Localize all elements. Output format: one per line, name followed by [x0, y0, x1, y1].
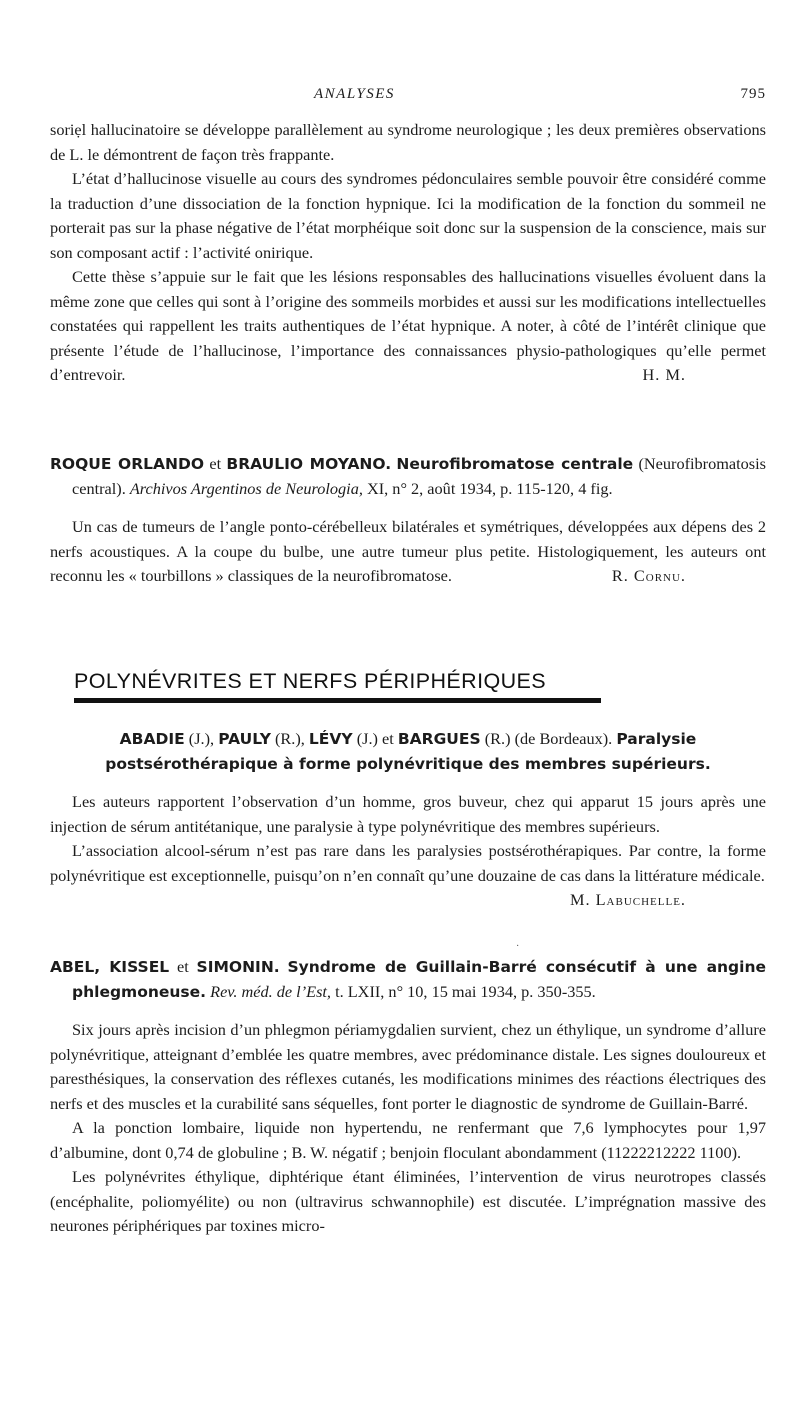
running-head-title: ANALYSES [314, 86, 395, 102]
entry3-title: Syndrome de Guillain-Barré consécutif à une angine phlegmoneuse. [72, 958, 767, 1001]
entry2-heading-line2 [50, 752, 766, 777]
entry2-paragraph-2-text: L’association alcool-sérum n’est pas rare dans les paralysies postsérothérapiques. Par contre, la forme polynévritique est exceptionnelle, puisqu’on n’en connaît qu’une douzaine de cas dans la littérature médicale. [50, 841, 766, 885]
entry3-conjunction: et [176, 957, 189, 976]
section-heading: POLYNÉVRITES ET NERFS PÉRIPHÉRIQUES [74, 669, 546, 693]
entry2-author-1: ABADIE [119, 730, 185, 748]
entry2-signature: M. Labuchelle. [569, 890, 686, 909]
entry-guillain-barre [50, 955, 766, 1239]
entry3-heading [50, 955, 766, 1004]
entry3-authors-a: ABEL, KISSEL [50, 958, 170, 976]
page-number: 795 [740, 86, 766, 102]
entry1-authors-a: ROQUE ORLANDO [50, 455, 205, 473]
entry1-title: Neurofibromatose centrale [396, 455, 634, 473]
entry1-signature: R. Cornu. [611, 566, 686, 585]
entry2-initial-4: (R.) [484, 729, 511, 748]
entry1-body [50, 515, 766, 589]
entry1-conjunction: et [209, 454, 222, 473]
entry1-ref-pre: (Neurofibromatosis central). [72, 454, 766, 498]
entry-neurofibromatose [50, 452, 766, 589]
entry2-author-2: PAULY [218, 730, 271, 748]
entry1-heading [50, 452, 766, 501]
intro-signature: H. M. [642, 365, 686, 384]
entry1-journal: Archivos Argentinos de Neurologia, [129, 478, 363, 498]
journal-page [50, 0, 766, 1405]
entry2-conjunction: et [382, 729, 394, 748]
intro-paragraph-3 [50, 265, 766, 388]
entry2-initial-2: (R.), [275, 729, 305, 748]
entry3-paragraph-3: Les polynévrites éthylique, diphtérique étant éliminées, l’intervention de virus neurotropes classés (encéphalite, poliomyélite) ou non (ultravirus schwannophile) est discutée. L’imprégnation massive des neurones périphériques par toxines micro- [50, 1167, 766, 1235]
entry2-paragraph-2 [50, 839, 766, 909]
entry3-paragraph-1: Six jours après incision d’un phlegmon périamygdalien survient, chez un éthylique, un syndrome d’allure polynévritique, atteignant d’emblée les quatre membres, avec prédominance distale. Les signes douloureux et paresthésiques, la conservation des réflexes cutanés, les modifications minimes des réactions électriques des nerfs et des muscles et la curabilité sans séquelles, font porter le diagnostic de syndrome de Guillain-Barré. [50, 1020, 766, 1113]
entry1-ref-post: XI, n° 2, août 1934, p. 115-120, 4 fig. [366, 478, 613, 498]
entry1-body-text: Un cas de tumeurs de l’angle ponto-cérébelleux bilatérales et symétriques, développées aux dépens des 2 nerfs acoustiques. A la coupe du bulbe, une autre tumeur plus petite. Histologiquement, les auteurs ont reconnu les « tourbillons » classiques de la neurofibromatose. [50, 517, 766, 585]
intro-paragraph-3-text: Cette thèse s’appuie sur le fait que les lésions responsables des hallucinations visuelles évoluent dans la même zone que celles qui sont à l’origine des sommeils morbides et aussi sur les modifications intellectuelles constatées qui rappellent les traits authentiques de l’état hypnique. A noter, à côté de l’intérêt clinique que présente l’étude de l’hallucinose, l’importance des connaissances physio-pathologiques qu’elle permet d’entrevoir. [50, 267, 766, 384]
entry2-heading-line1 [50, 727, 766, 752]
entry3-paragraph-2: A la ponction lombaire, liquide non hypertendu, ne renfermant que 7,6 lymphocytes pour 1,97 d’albumine, dont 0,74 de globuline ; B. W. négatif ; benjoin floculant abondamment (11222212222 1100). [50, 1118, 766, 1162]
intro-paragraph-2: L’état d’hallucinose visuelle au cours des syndromes pédonculaires semble pouvoir être considéré comme la traduction d’une dissociation de la fonction hypnique. Ici la modification de la fonction du sommeil ne porterait pas sur la phase négative de l’état morphéique soit donc sur la suspension de la conscience, mais sur son composant actif : l’activité onirique. [50, 169, 766, 262]
entry2-paragraph-1: Les auteurs rapportent l’observation d’un homme, gros buveur, chez qui apparut 15 jours après une injection de sérum antitétanique, une paralysie à type polynévritique des membres supérieurs. [50, 792, 766, 836]
section-underline [74, 698, 601, 703]
entry2-author-3: LÉVY [308, 730, 353, 748]
intro-continuation [50, 118, 766, 388]
entry2-title-b: postsérothérapique à forme polynévritique des membres supérieurs. [105, 754, 711, 773]
entry3-ref-post: t. LXII, n° 10, 15 mai 1934, p. 350-355. [335, 981, 596, 1001]
entry3-authors-b: SIMONIN. [196, 958, 280, 976]
entry2-title-a: Paralysie [616, 730, 697, 748]
entry2-affiliation: (de Bordeaux). [514, 729, 613, 748]
ink-speck: · [516, 941, 520, 952]
intro-paragraph-1: soriẹl hallucinatoire se développe parallèlement au syndrome neurologique ; les deux premières observations de L. le démontrent de façon très frappante. [50, 120, 766, 164]
running-head [50, 82, 766, 104]
entry2-initial-3: (J.) [356, 729, 378, 748]
entry3-journal: Rev. méd. de l’Est, [210, 981, 331, 1001]
entry2-author-4: BARGUES [397, 730, 481, 748]
entry2-initial-1: (J.), [188, 729, 215, 748]
entry-paralysie [50, 727, 766, 913]
entry1-authors-b: BRAULIO MOYANO. [226, 455, 392, 473]
